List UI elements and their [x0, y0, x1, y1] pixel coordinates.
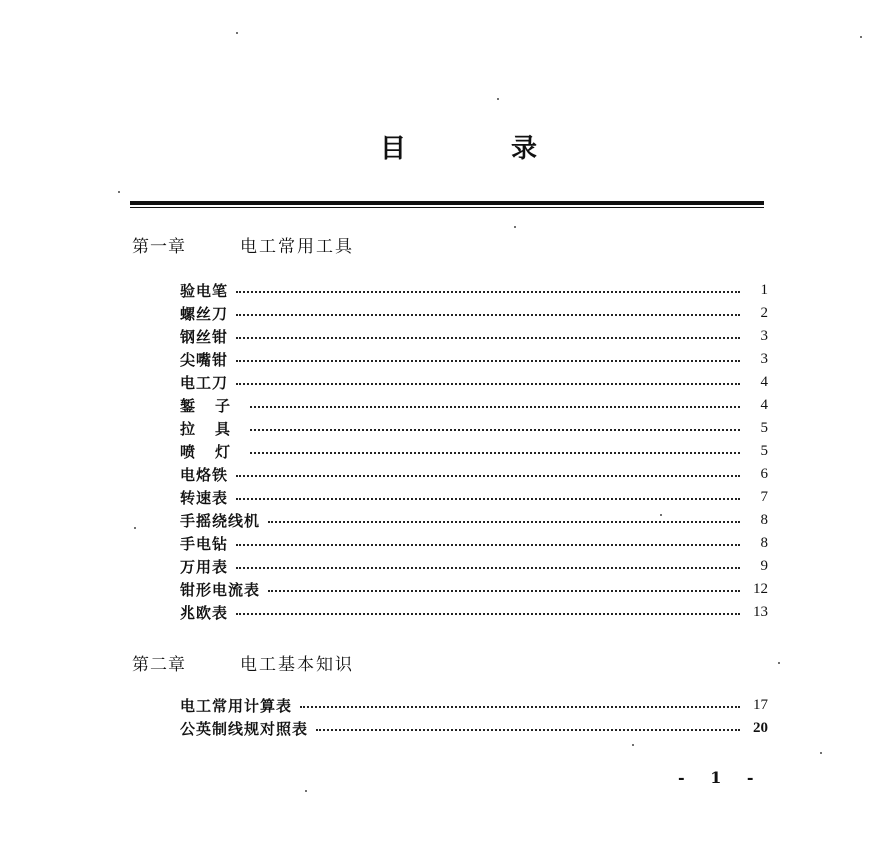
toc-entry	[180, 717, 768, 739]
toc-entry	[180, 394, 768, 416]
scan-speck	[236, 32, 238, 34]
toc-entry-label: 尖嘴钳	[180, 350, 229, 369]
scan-speck	[660, 514, 662, 516]
toc-entry-label: 万用表	[180, 557, 229, 576]
scan-speck	[820, 752, 822, 754]
toc-entry	[180, 578, 768, 600]
toc-entry	[180, 509, 768, 531]
chapter-1-number: 第一章	[132, 237, 186, 257]
scan-speck	[514, 226, 516, 228]
page-folio: - 1 -	[678, 768, 764, 787]
dot-leader	[250, 406, 740, 408]
dot-leader	[236, 544, 740, 546]
chapter-2-heading	[132, 650, 354, 675]
toc-entry-label: 手摇绕线机	[180, 511, 261, 530]
dot-leader	[268, 521, 740, 523]
toc-entry	[180, 532, 768, 554]
scan-speck	[305, 790, 307, 792]
toc-entry-label: 电烙铁	[180, 465, 229, 484]
toc-entry-label: 钢丝钳	[180, 327, 229, 346]
toc-entry	[180, 325, 768, 347]
toc-entry	[180, 348, 768, 370]
toc-entry	[180, 694, 768, 716]
toc-entry-label: 电工常用计算表	[180, 696, 293, 715]
toc-entry-page: 5	[760, 442, 768, 459]
toc-entry-page: 4	[760, 373, 768, 390]
toc-entry-page: 8	[760, 534, 768, 551]
toc-entry	[180, 601, 768, 623]
dot-leader	[236, 567, 740, 569]
title-rule-thick	[130, 201, 764, 205]
toc-entry-label: 转速表	[180, 488, 229, 507]
toc-entry	[180, 555, 768, 577]
dot-leader	[236, 498, 740, 500]
toc-entry-label: 手电钻	[180, 534, 229, 553]
toc-entry-page: 2	[760, 304, 768, 321]
toc-entry-label: 电工刀	[180, 373, 229, 392]
scan-speck	[118, 191, 120, 193]
toc-entry-page: 5	[760, 419, 768, 436]
toc-entry-label: 钳形电流表	[180, 580, 261, 599]
toc-entry-page: 3	[760, 350, 768, 367]
dot-leader	[236, 314, 740, 316]
chapter-1-heading	[132, 232, 354, 257]
scan-speck	[778, 662, 780, 664]
toc-entry-label: 螺丝刀	[180, 304, 229, 323]
toc-entry-page: 20	[753, 719, 768, 736]
toc-entry-label: 兆欧表	[180, 603, 229, 622]
toc-entry	[180, 302, 768, 324]
scan-speck	[497, 98, 499, 100]
dot-leader	[250, 429, 740, 431]
toc-entry-page: 8	[760, 511, 768, 528]
toc-entry	[180, 371, 768, 393]
toc-entry-label: 錾子	[180, 396, 251, 415]
chapter-2-number: 第二章	[132, 655, 186, 675]
toc-entry-label: 验电笔	[180, 281, 229, 300]
toc-entry	[180, 463, 768, 485]
toc-entry	[180, 417, 768, 439]
dot-leader	[236, 613, 740, 615]
dot-leader	[300, 706, 740, 708]
toc-entry	[180, 440, 768, 462]
dot-leader	[236, 475, 740, 477]
toc-entry-page: 13	[753, 603, 768, 620]
toc-entry-page: 3	[760, 327, 768, 344]
toc-entry-label: 拉具	[180, 419, 251, 438]
toc-entry	[180, 486, 768, 508]
toc-entry-label: 喷灯	[180, 442, 251, 461]
dot-leader	[250, 452, 740, 454]
toc-entry-page: 12	[753, 580, 768, 597]
chapter-2-name: 电工基本知识	[240, 655, 354, 675]
scan-speck	[134, 527, 136, 529]
scan-speck	[860, 36, 862, 38]
dot-leader	[236, 291, 740, 293]
dot-leader	[236, 337, 740, 339]
dot-leader	[268, 590, 740, 592]
toc-entry-page: 17	[753, 696, 768, 713]
toc-entry-page: 6	[760, 465, 768, 482]
toc-entry-page: 7	[760, 488, 768, 505]
toc-entry-page: 4	[760, 396, 768, 413]
toc-entry	[180, 279, 768, 301]
dot-leader	[316, 729, 740, 731]
scan-speck	[632, 744, 634, 746]
toc-entry-label: 公英制线规对照表	[180, 719, 309, 738]
chapter-1-name: 电工常用工具	[240, 237, 354, 257]
toc-entry-page: 1	[760, 281, 768, 298]
page-title: 目 录	[380, 134, 586, 164]
toc-entry-page: 9	[760, 557, 768, 574]
dot-leader	[236, 360, 740, 362]
dot-leader	[236, 383, 740, 385]
title-rule-thin	[130, 207, 764, 208]
